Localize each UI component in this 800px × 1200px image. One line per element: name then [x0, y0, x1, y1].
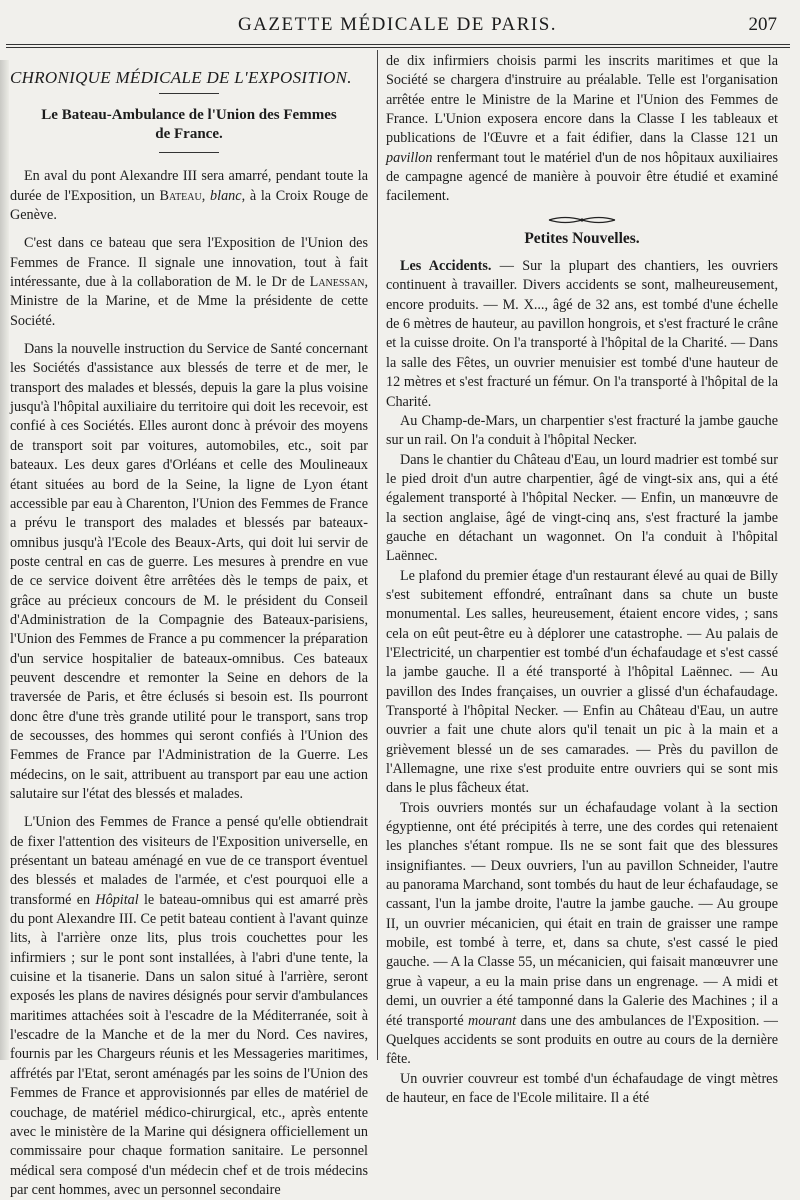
heading-rule [159, 93, 219, 94]
article-title [10, 106, 368, 144]
accidents-paragraph-1 [386, 257, 778, 412]
accidents-paragraph-3: Dans le chantier du Château d'Eau, un lourd madrier est tombé sur le pied droit d'un autre charpentier, âgé de vingt-six ans, qui a été également transporté à l'hôpital Necker. — Enfin, un manœuvre de la section anglaise, âgé de vingt-cinq ans, s'est fracturé la jambe gauche en détachant un wagonnet. On l'a conduit à l'hôpital Laënnec. [386, 451, 778, 565]
paragraph-2-text-a: C'est dans ce bateau que sera l'Exposition de l'Union des Femmes de France. Il signale une innovation, tout à fait intéressante, due à la collaboration de M. le Dr de [10, 235, 368, 291]
paragraph-gap [10, 225, 368, 234]
continuation-paragraph [386, 52, 778, 207]
paragraph-gap [10, 331, 368, 340]
section-ornament [386, 213, 778, 225]
accidents-paragraph-2: Au Champ-de-Mars, un charpentier s'est fracturé la jambe gauche sur un rail. On l'a conduit à l'hôpital Necker. [386, 412, 778, 449]
article-title-line-2: de France. [155, 126, 223, 143]
paragraph-4 [10, 813, 368, 1200]
running-header [10, 10, 785, 40]
section-title: Petites Nouvelles. [524, 229, 640, 247]
paragraph-3: Dans la nouvelle instruction du Service de Santé concernant les Sociétés d'assistance aux blessés de terre et de mer, le transport des malades et blessés, depuis la gare la plus voisine jusqu'à l'hôpital auxiliaire du territoire qui doit les recevoir, est confié à ces Sociétés. Elles auront donc à prévoir des moyens de transport soit par voitures, automobiles, etc., soit par bateaux. Les deux gares d'Orléans et celle des Moulineaux étant situées au bord de la Seine, la ligne de Lyon étant accessible par eau à Charenton, l'Union des Femmes de France a prévu le transport des malades et blessés par bateaux-omnibus jusqu'à l'Ecole des Beaux-Arts, qui doit lui servir de poste central en cas de guerre. Les mesures à prendre en vue de ce service doivent être arrêtées dès le temps de paix, et grâce au précieux concours de M. le président du Conseil d'Administration de la Compagnie des Bateaux-parisiens, l'Union des Femmes de France a pu commencer la préparation d'un service hospitalier de bateaux-omnibus. Ces bateaux peuvent descendre et remonter la Seine en dehors de la traversée de Paris, et être éclusés si besoin est. Ils pourront donc être d'une très grande utilité pour le transport, sans trop de secousses, des hommes qui seront confiés à l'Union des Femmes de France par l'Administration de la Guerre. Les médecins, on le sait, attribuent au transport par eau une action salutaire sur l'état des blessés et malades. [10, 341, 368, 802]
column-divider [377, 50, 378, 1060]
continuation-pavillon: pavillon [386, 149, 433, 166]
journal-title: GAZETTE MÉDICALE DE PARIS. [237, 14, 558, 35]
page-number: 207 [748, 14, 777, 35]
paragraph-2-text-c: , Ministre de la Marine, et de Mme la présidente de cette Société. [10, 274, 368, 329]
paragraph-4-text-c: le bateau-omnibus qui est amarré près du pont Alexandre III. Ce petit bateau contient à l'avant quinze lits, à l'arrière onze lits, plus trois couchettes pour les infirmiers ; sur le pont sont installées, à l'abri d'une tente, la cuisine et la tisanerie. Dans un salon situé à l'arrière, seront exposés les plans de navires désignés pour servir d'ambulances maritimes attachées soit à l'escadre de la Méditerranée, soit à l'escadre de la Manche et de la mer du Nord. Ces navires, fournis par les Chargeurs réunis et les Messageries maritimes, affrétés par l'Etat, seront aménagés par les soins de l'Union des Femmes de France et approvisionnés par elles de matériel de couchage, de matériel médico-chirurgical, etc., après entente avec le ministère de la Marine qui désignera officiellement un commissaire pour chaque formation sanitaire. Le personnel médical sera composé d'un médecin chef et de trois médecins par cent hommes, avec un personnel secondaire [10, 891, 368, 1198]
paragraph-1-text-a: En aval du pont Alexandre III sera amarré, pendant toute la durée de l'Exposition, un [10, 168, 368, 204]
accidents-paragraph-1-text: — Sur la plupart des chantiers, les ouvriers continuent à travailler. Divers accidents se sont, malheureusement, encore produits. — M. X..., âgé de 32 ans, est tombé d'une échelle de 6 mètres de hauteur, au pavillon hongrois, et s'est fracturé le crâne et la cuisse droite. On l'a transporté à l'hôpital de la Charité. — Dans la salle des Fêtes, un ouvrier menuisier est tombé d'une hauteur de 12 mètres et s'est fracturé un fémur. On l'a transporté à l'hôpital de la Charité. [386, 258, 778, 410]
right-column [386, 52, 778, 1108]
page-binding-edge [0, 60, 9, 1060]
chronicle-heading: CHRONIQUE MÉDICALE DE L'EXPOSITION. [10, 68, 352, 87]
paragraph-2-lanessan: Lanessan [309, 274, 365, 291]
accidents-paragraph-5-mourant: mourant [467, 1012, 517, 1029]
article-title-rule [159, 152, 219, 153]
header-rule [6, 44, 790, 48]
paragraph-1-text-e: , à la Croix Rouge de Genève. [10, 187, 368, 224]
accidents-paragraph-5 [386, 799, 778, 1070]
paragraph-1 [10, 167, 368, 225]
continuation-text-a: de dix infirmiers choisis parmi les inscrits maritimes et que la Société se chargera d'instruire au préalable. Telle est l'organisation arrêtée entre le Ministre de la Marine et l'Union des Femmes de France. L'Union exposera encore dans la Classe I les tableaux et publications de l'Œuvre et a fait édifier, dans la Classe 121 un [386, 53, 778, 147]
paragraph-1-text-c: , [201, 187, 211, 204]
accidents-paragraph-4: Le plafond du premier étage d'un restaurant élevé au quai de Billy s'est subitement effondré, entraînant dans sa chute un buste monumental. Les salles, heureusement, étaient encore vides, ; sans cela on eût peut-être eu à déplorer une catastrophe. — Au palais de l'Electricité, un charpentier est tombé d'un échafaudage et s'est cassé la jambe gauche. Il a été transporté à l'hôpital Laënnec. — Au pavillon des Indes françaises, un ouvrier a glissé d'un échafaudage. Transporté à l'hôpital Necker. — Enfin au Château d'Eau, un autre ouvrier a fait une chute alors qu'il tenait un pic à la main et a grièvement blessé un de ses camarades. — Près du pavillon de l'Allemagne, une rixe s'est produite entre ouvriers qui se sont mis dans le plus fâcheux état. [386, 567, 778, 797]
paragraph-1-blanc: blanc [210, 187, 242, 204]
accidents-paragraph-6: Un ouvrier couvreur est tombé d'un échafaudage de vingt mètres de hauteur, en face de l'Ecole militaire. Il a été [386, 1070, 778, 1106]
double-swash-ornament-icon [547, 214, 617, 226]
paragraph-4-hopital: Hôpital [95, 891, 139, 908]
paragraph-4-text-a: L'Union des Femmes de France a pensé qu'elle obtiendrait de fixer l'attention des visiteurs de l'Exposition universelle, en présentant un bateau aménagé en vue de ce transport éventuel des blessés et malades de l'armée, et c'est pourquoi elle a transformé en [10, 814, 368, 908]
continuation-text-c: renfermant tout le matériel d'un de nos hôpitaux auxiliaires de campagne agencé de manière à pouvoir être étudié et examiné facilement. [386, 149, 778, 205]
left-column [10, 52, 368, 1200]
paragraph-2 [10, 234, 368, 331]
paragraph-gap [10, 804, 368, 813]
accidents-paragraph-5-text-c: dans une des ambulances de l'Exposition. — Quelques accidents se sont produits en outre au cours de la dernière fête. [386, 1012, 778, 1068]
article-title-line-1: Le Bateau-Ambulance de l'Union des Femmes [41, 107, 337, 124]
paragraph-1-boat: Bateau [159, 187, 202, 204]
accidents-lead: Les Accidents. [400, 258, 492, 275]
accidents-paragraph-5-text-a: Trois ouvriers montés sur un échafaudage volant à la section égyptienne, ont été précipités à terre, une des cordes qui retenaient les planches s'étant rompue. Ils ne se sont fait que des blessures insignifiantes. — Deux ouvriers, l'un au pavillon Schneider, l'autre au panorama Marchand, sont tombés du haut de leur échafaudage, se cassant, l'un la jambe droite, l'autre la jambe gauche. — Au groupe II, un ouvrier mécanicien, qui était en train de graisser une rampe mobile, est tombé à terre, et, dans sa chute, s'est cassé le pied gauche. — A la Classe 55, un mécanicien, qui faisait manœuvrer une grue à vapeur, a eu la main prise dans un engrenage. — A midi et demi, un ouvrier a été tamponné dans la Galerie des Machines ; il a été transporté [386, 799, 778, 1029]
